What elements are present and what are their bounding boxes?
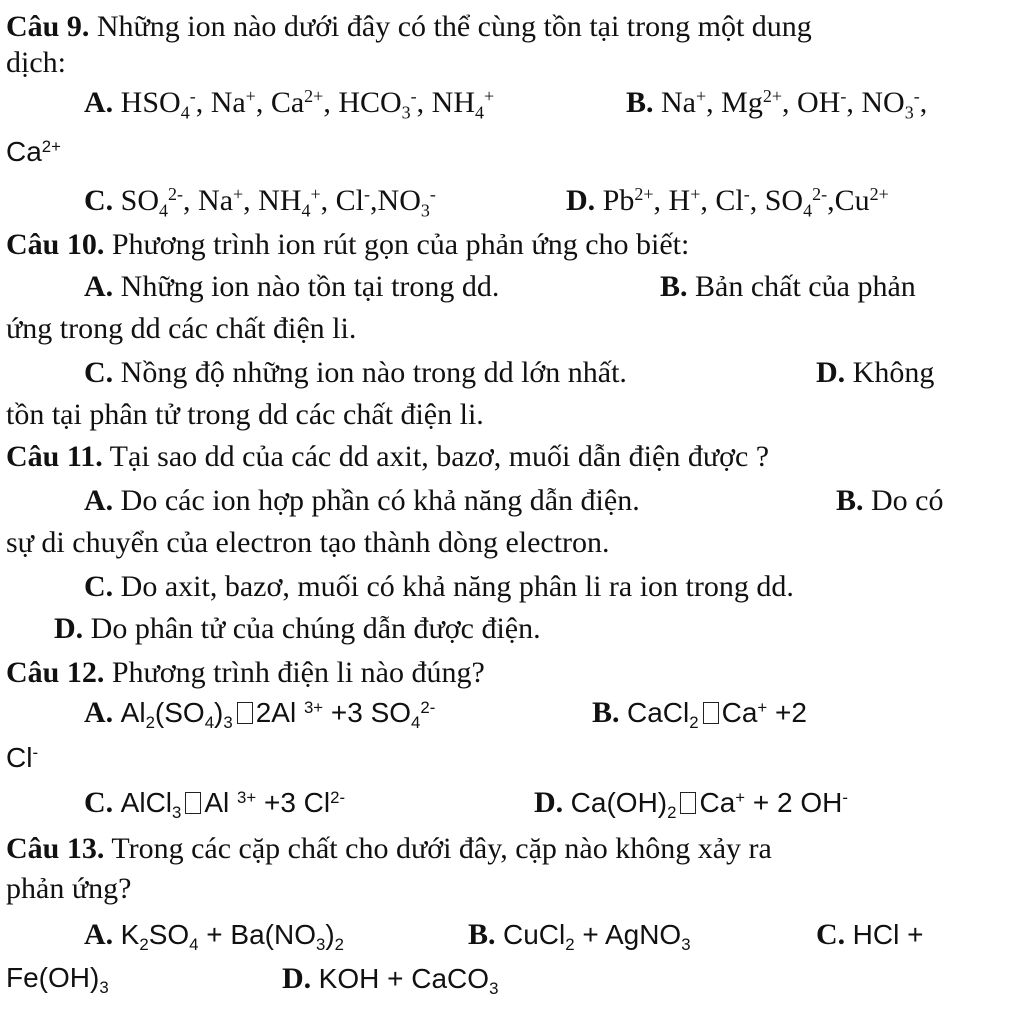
q12-d-formula-render: $Ca(OH)_2$ Ca+ + 2 OH- bbox=[570, 787, 848, 822]
q12-a-letter: A. bbox=[84, 696, 114, 729]
q10-c-letter: C. bbox=[84, 356, 114, 389]
q12-option-a bbox=[84, 696, 435, 731]
q13-d-formula-render: KOH + CaCO$_3$ bbox=[318, 963, 499, 998]
q9-a-formula-render: $HSO_4^-$, Na+, $Ca^{2+}$, $HCO_3^-$, $NH_4^+$ bbox=[120, 86, 495, 123]
q12-c-letter: C. bbox=[84, 786, 114, 819]
q11-c-text: Do axit, bazơ, muối có khả năng phân li ra ion trong dd. bbox=[120, 570, 794, 603]
q11-stem-text: Tại sao dd của các dd axit, bazơ, muối dẫn điện được ? bbox=[109, 440, 770, 473]
arrow-placeholder-icon bbox=[237, 702, 253, 724]
q10-a-letter: A. bbox=[84, 270, 114, 303]
q13-stem bbox=[6, 832, 772, 867]
q13-d-letter: D. bbox=[282, 962, 312, 995]
q13-a-letter: A. bbox=[84, 918, 114, 951]
q11-a-text: Do các ion hợp phần có khả năng dẫn điện. bbox=[120, 484, 640, 517]
q9-stem-text: Những ion nào dưới đây có thể cùng tồn tại trong một dung bbox=[96, 10, 812, 43]
q10-option-b-cont: ứng trong dd các chất điện li. bbox=[6, 312, 357, 345]
q11-a-letter: A. bbox=[84, 484, 114, 517]
q10-option-a bbox=[84, 270, 499, 305]
q12-d-letter: D. bbox=[534, 786, 564, 819]
q13-c-formula-render: HCl + bbox=[852, 919, 924, 950]
q10-b-text: Bản chất của phản bbox=[695, 270, 916, 303]
q13-c-letter: C. bbox=[816, 918, 846, 951]
q10-stem bbox=[6, 228, 689, 263]
q9-option-c bbox=[84, 184, 436, 219]
q13-stem-2: phản ứng? bbox=[6, 872, 132, 905]
q10-label: Câu 10. bbox=[6, 228, 105, 261]
q11-option-d bbox=[54, 612, 541, 647]
q11-c-letter: C. bbox=[84, 570, 114, 603]
q13-stem-text: Trong các cặp chất cho dưới đây, cặp nào không xảy ra bbox=[111, 832, 772, 865]
q11-label: Câu 11. bbox=[6, 440, 103, 473]
q12-option-b bbox=[592, 696, 807, 731]
q12-c-formula-render: AlCl$_3$ Al $^{3+}$ +3 $Cl^{2-}$ bbox=[120, 787, 346, 822]
q9-d-formula-render: $Pb^{2+}$, H+, Cl-, $SO_4^{2-},Cu^{2+}$ bbox=[602, 184, 889, 221]
q12-option-d bbox=[534, 786, 848, 821]
arrow-placeholder-icon bbox=[703, 702, 719, 724]
q13-b-formula-render: CuCl$_2$ + AgNO$_3$ bbox=[503, 919, 691, 954]
q9-c-letter: C. bbox=[84, 184, 114, 217]
q12-option-c bbox=[84, 786, 345, 821]
q9-option-b-cont: $Ca^{2+}$ bbox=[6, 136, 61, 167]
q10-d-letter: D. bbox=[816, 356, 846, 389]
q13-option-c-cont: $Fe(OH)_3$ bbox=[6, 962, 109, 997]
q9-label: Câu 9. bbox=[6, 10, 90, 43]
q10-option-d-cont: tồn tại phân tử trong dd các chất điện li. bbox=[6, 398, 484, 431]
q9-option-b bbox=[626, 86, 927, 121]
q13-option-b bbox=[468, 918, 691, 953]
q12-option-b-cont: Cl- bbox=[6, 742, 39, 773]
q13-option-c bbox=[816, 918, 923, 953]
q11-option-b-cont: sự di chuyển của electron tạo thành dòng electron. bbox=[6, 526, 610, 559]
q12-a-formula-render: $Al_2(SO_4)_3$ 2Al $^{3+}$ +3 $SO_4^{2-}$ bbox=[120, 697, 436, 732]
q13-option-a bbox=[84, 918, 344, 953]
q12-stem-text: Phương trình điện li nào đúng? bbox=[111, 656, 485, 689]
arrow-placeholder-icon bbox=[185, 792, 201, 814]
q10-option-b bbox=[660, 270, 916, 305]
q13-label: Câu 13. bbox=[6, 832, 105, 865]
q10-d-text: Không bbox=[852, 356, 935, 389]
arrow-placeholder-icon bbox=[680, 792, 696, 814]
q10-stem-text: Phương trình ion rút gọn của phản ứng cho biết: bbox=[111, 228, 690, 261]
q12-label: Câu 12. bbox=[6, 656, 105, 689]
q9-stem-2: dịch: bbox=[6, 46, 66, 79]
q10-b-letter: B. bbox=[660, 270, 688, 303]
q9-stem bbox=[6, 10, 812, 45]
q11-option-c bbox=[84, 570, 794, 605]
q13-option-d bbox=[282, 962, 498, 997]
q10-c-text: Nồng độ những ion nào trong dd lớn nhất. bbox=[120, 356, 627, 389]
q11-stem bbox=[6, 440, 769, 475]
q13-b-letter: B. bbox=[468, 918, 496, 951]
q9-c-formula-render: $SO_4^{2-}$, Na+, $NH_4^+$, $Cl^-,NO_3^-$ bbox=[120, 184, 436, 221]
q12-b-formula-render: CaCl$_2$ Ca+ +2 bbox=[627, 697, 807, 732]
q11-d-letter: D. bbox=[54, 612, 84, 645]
q9-b-formula-render: Na+, $Mg^{2+}$, OH-, $NO_3^-$, bbox=[661, 86, 928, 123]
q9-d-letter: D. bbox=[566, 184, 596, 217]
q9-a-letter: A. bbox=[84, 86, 114, 119]
q9-option-d bbox=[566, 184, 889, 219]
q11-option-b bbox=[836, 484, 944, 519]
q10-option-d bbox=[816, 356, 934, 391]
q11-option-a bbox=[84, 484, 640, 519]
q10-a-text: Những ion nào tồn tại trong dd. bbox=[120, 270, 500, 303]
q12-stem bbox=[6, 656, 485, 691]
q10-option-c bbox=[84, 356, 627, 391]
q11-d-text: Do phân tử của chúng dẫn được điện. bbox=[90, 612, 541, 645]
q9-option-a bbox=[84, 86, 494, 121]
q11-b-text: Do có bbox=[871, 484, 944, 517]
q12-b-letter: B. bbox=[592, 696, 620, 729]
q11-b-letter: B. bbox=[836, 484, 864, 517]
q9-b-letter: B. bbox=[626, 86, 654, 119]
q13-a-formula-render: $K_2SO_4 + Ba(NO_3)_2$ bbox=[120, 919, 345, 954]
